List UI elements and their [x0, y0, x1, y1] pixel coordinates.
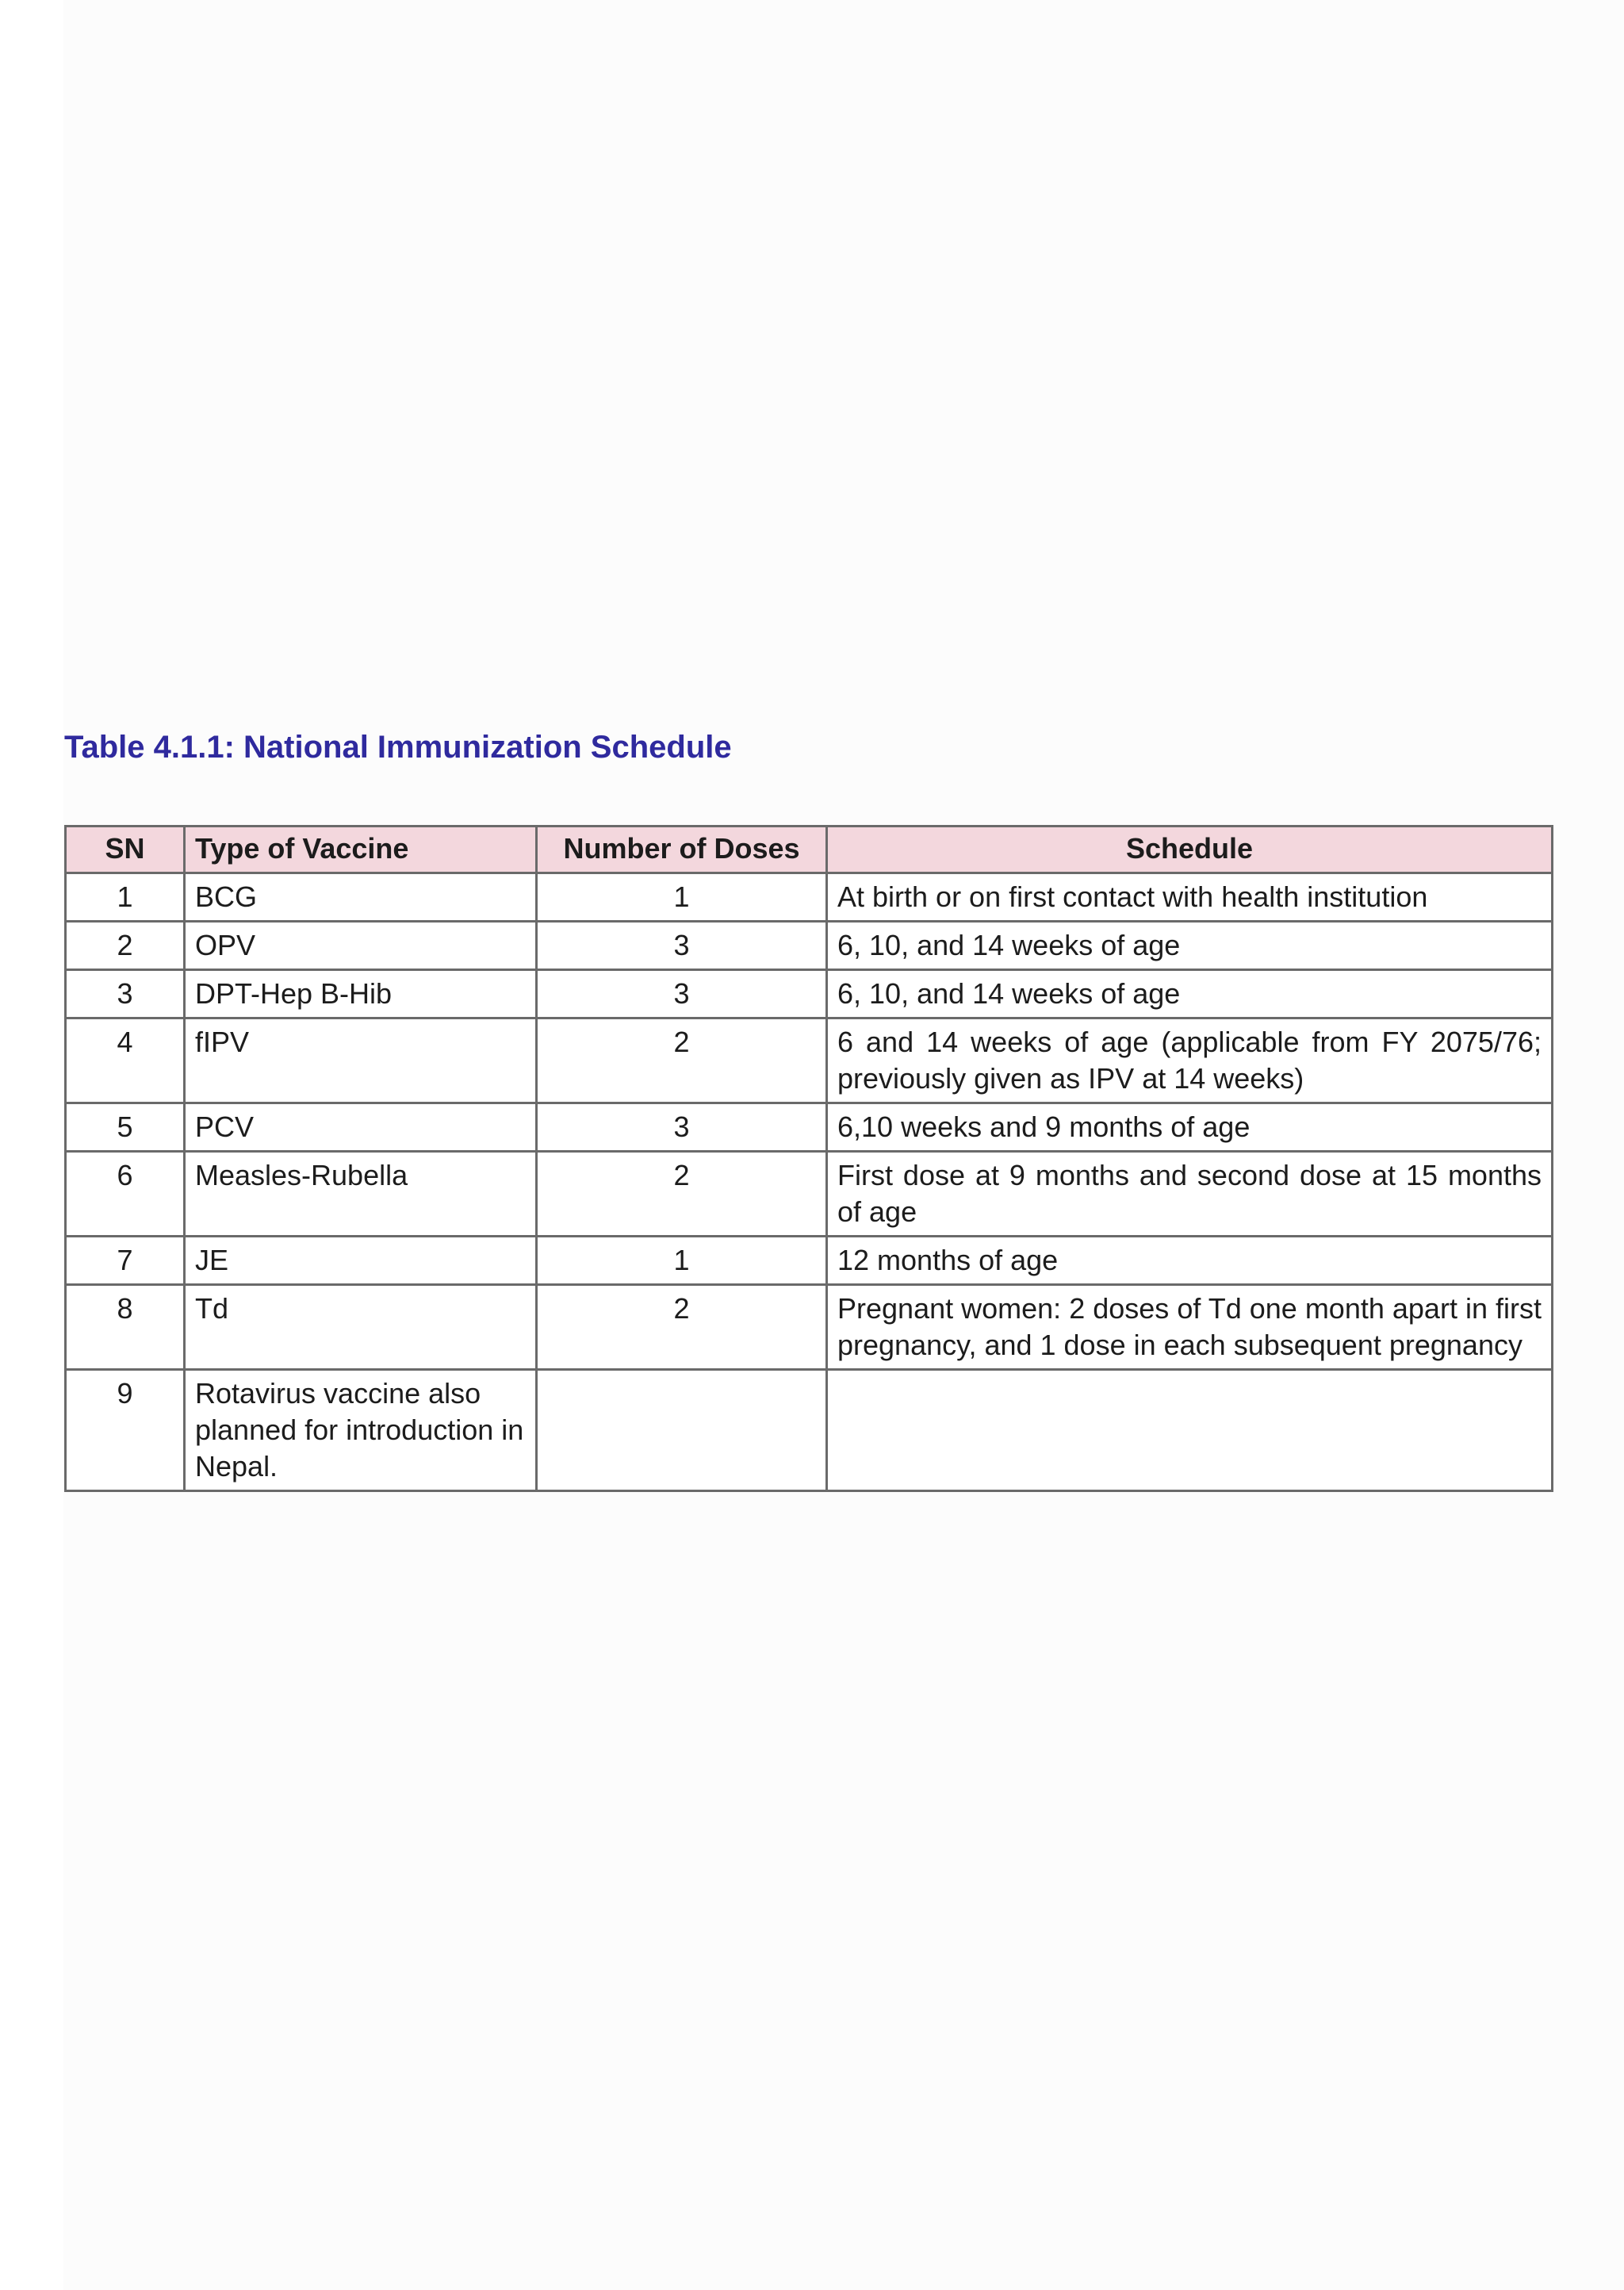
- cell-doses: 2: [537, 1152, 827, 1237]
- table-row: [66, 1103, 1553, 1152]
- table-row: [66, 1237, 1553, 1285]
- cell-sn: 8: [66, 1285, 185, 1370]
- cell-sn: 1: [66, 873, 185, 922]
- cell-doses: [537, 1370, 827, 1491]
- page-margin: [0, 0, 63, 2290]
- table-header-row: [66, 827, 1553, 873]
- cell-doses: 2: [537, 1018, 827, 1103]
- cell-schedule: [827, 1370, 1553, 1491]
- cell-vaccine-type: DPT-Hep B-Hib: [185, 970, 537, 1018]
- table-row: [66, 922, 1553, 970]
- header-number-of-doses: Number of Doses: [537, 827, 827, 873]
- cell-doses: 2: [537, 1285, 827, 1370]
- cell-schedule: 12 months of age: [827, 1237, 1553, 1285]
- cell-doses: 3: [537, 1103, 827, 1152]
- cell-vaccine-type: OPV: [185, 922, 537, 970]
- cell-vaccine-type: Measles-Rubella: [185, 1152, 537, 1237]
- table-title: Table 4.1.1: National Immunization Schedule: [64, 730, 732, 765]
- header-sn: SN: [66, 827, 185, 873]
- cell-schedule: 6,10 weeks and 9 months of age: [827, 1103, 1553, 1152]
- cell-doses: 3: [537, 922, 827, 970]
- cell-sn: 5: [66, 1103, 185, 1152]
- cell-vaccine-type: BCG: [185, 873, 537, 922]
- cell-vaccine-type: fIPV: [185, 1018, 537, 1103]
- immunization-schedule-table: [64, 825, 1553, 1492]
- cell-sn: 3: [66, 970, 185, 1018]
- cell-schedule: At birth or on first contact with health institution: [827, 873, 1553, 922]
- cell-schedule: 6 and 14 weeks of age (applicable from FY 2075/76; previously given as IPV at 14 weeks): [827, 1018, 1553, 1103]
- table-row: [66, 1152, 1553, 1237]
- cell-vaccine-type: Td: [185, 1285, 537, 1370]
- cell-sn: 2: [66, 922, 185, 970]
- cell-schedule: First dose at 9 months and second dose at 15 months of age: [827, 1152, 1553, 1237]
- cell-vaccine-type: PCV: [185, 1103, 537, 1152]
- cell-vaccine-type: JE: [185, 1237, 537, 1285]
- cell-doses: 1: [537, 873, 827, 922]
- cell-schedule: Pregnant women: 2 doses of Td one month apart in first pregnancy, and 1 dose in each subsequent pregnancy: [827, 1285, 1553, 1370]
- header-schedule: Schedule: [827, 827, 1553, 873]
- cell-sn: 9: [66, 1370, 185, 1491]
- header-type-of-vaccine: Type of Vaccine: [185, 827, 537, 873]
- table-row: [66, 970, 1553, 1018]
- cell-doses: 1: [537, 1237, 827, 1285]
- table-row: [66, 873, 1553, 922]
- cell-schedule: 6, 10, and 14 weeks of age: [827, 970, 1553, 1018]
- cell-sn: 7: [66, 1237, 185, 1285]
- cell-doses: 3: [537, 970, 827, 1018]
- cell-schedule: 6, 10, and 14 weeks of age: [827, 922, 1553, 970]
- cell-sn: 6: [66, 1152, 185, 1237]
- table-row: [66, 1370, 1553, 1491]
- cell-sn: 4: [66, 1018, 185, 1103]
- table-row: [66, 1285, 1553, 1370]
- cell-vaccine-type: Rotavirus vaccine also planned for introduction in Nepal.: [185, 1370, 537, 1491]
- table-row: [66, 1018, 1553, 1103]
